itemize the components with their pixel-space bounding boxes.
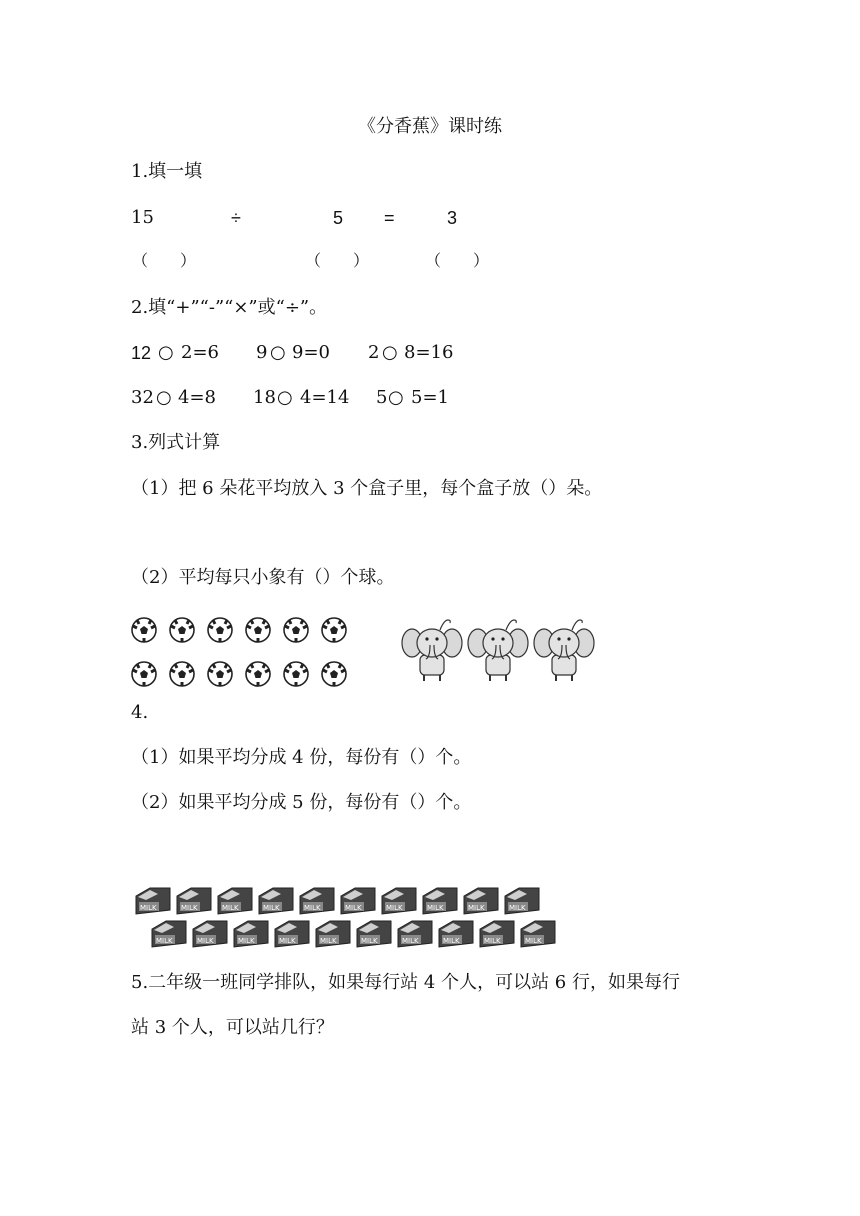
q1-num-15: 15 — [131, 207, 154, 228]
q2-heading: 2.填“+”“-”“×”或“÷”。 — [131, 297, 328, 318]
q5-line-1: 5.二年级一班同学排队，如果每行站 4 个人，可以站 6 行，如果每行 — [131, 972, 680, 993]
soccer-ball-icon — [170, 618, 194, 642]
milk-carton-icon — [521, 921, 555, 947]
circle-blank-icon[interactable]: ○ — [270, 342, 286, 363]
q2-r2-right-2: 4=14 — [300, 387, 350, 408]
milk-carton-icon — [152, 921, 186, 947]
q2-r1-left-3: 2 — [368, 342, 380, 363]
milk-carton-icon — [505, 888, 539, 914]
q2-r2-left-2: 18 — [253, 387, 276, 408]
elephant-icon — [468, 620, 528, 681]
q1-num-3: 3 — [447, 208, 458, 228]
milk-carton-icon — [316, 921, 350, 947]
q1-blank-3[interactable]: （ ） — [425, 251, 490, 270]
q5-line-2: 站 3 个人，可以站几行？ — [131, 1017, 334, 1038]
milk-label: MILK — [222, 904, 239, 912]
soccer-ball-icon — [246, 662, 270, 686]
q4-milk-cartons-figure — [130, 882, 570, 954]
circle-blank-icon[interactable]: ○ — [388, 387, 404, 408]
q2-r1-right-3: 8=16 — [404, 342, 454, 363]
milk-label: MILK — [386, 904, 403, 912]
milk-carton-icon — [193, 921, 227, 947]
q2-r2-right-1: 4=8 — [178, 387, 216, 408]
milk-carton-icon — [300, 888, 334, 914]
soccer-ball-icon — [170, 662, 194, 686]
q4-heading: 4. — [131, 702, 149, 723]
q2-r2-right-3: 5=1 — [411, 387, 449, 408]
milk-carton-icon — [423, 888, 457, 914]
milk-label: MILK — [304, 904, 321, 912]
q2-r1-right-2: 9=0 — [292, 342, 330, 363]
milk-label: MILK — [320, 937, 337, 945]
milk-carton-icon — [259, 888, 293, 914]
milk-label: MILK — [279, 937, 296, 945]
q1-blank-2[interactable]: （ ） — [305, 251, 370, 270]
q2-r1-right-1: 2=6 — [181, 342, 219, 363]
circle-blank-icon[interactable]: ○ — [158, 342, 174, 363]
circle-blank-icon[interactable]: ○ — [156, 387, 172, 408]
soccer-ball-icon — [284, 662, 308, 686]
q2-r1-left-2: 9 — [256, 342, 268, 363]
soccer-ball-icon — [132, 662, 156, 686]
soccer-ball-icon — [284, 618, 308, 642]
q3-heading: 3.列式计算 — [131, 432, 221, 453]
q1-divide-sign: ÷ — [231, 208, 241, 228]
soccer-ball-icon — [322, 662, 346, 686]
milk-label: MILK — [427, 904, 444, 912]
milk-label: MILK — [197, 937, 214, 945]
q3-part-2: （2）平均每只小象有（）个球。 — [131, 567, 395, 588]
circle-blank-icon[interactable]: ○ — [382, 342, 398, 363]
milk-carton-icon — [341, 888, 375, 914]
milk-label: MILK — [468, 904, 485, 912]
page-title: 《分香蕉》课时练 — [358, 116, 502, 137]
soccer-ball-icon — [132, 618, 156, 642]
q1-heading: 1.填一填 — [131, 161, 203, 182]
milk-carton-icon — [234, 921, 268, 947]
milk-carton-icon — [439, 921, 473, 947]
elephant-icon — [534, 620, 594, 681]
milk-carton-icon — [177, 888, 211, 914]
elephant-icon — [402, 620, 462, 681]
q3-part-1: （1）把 6 朵花平均放入 3 个盒子里，每个盒子放（）朵。 — [131, 478, 603, 499]
q4-part-1: （1）如果平均分成 4 份，每份有（）个。 — [131, 747, 472, 768]
milk-label: MILK — [156, 937, 173, 945]
milk-label: MILK — [443, 937, 460, 945]
q4-part-2: （2）如果平均分成 5 份，每份有（）个。 — [131, 792, 472, 813]
milk-carton-icon — [382, 888, 416, 914]
q1-equals-sign: = — [384, 208, 395, 228]
q2-r2-left-1: 32 — [131, 387, 154, 408]
milk-carton-icon — [275, 921, 309, 947]
milk-label: MILK — [484, 937, 501, 945]
milk-label: MILK — [140, 904, 157, 912]
soccer-ball-icon — [246, 618, 270, 642]
soccer-ball-icon — [322, 618, 346, 642]
q2-r1-left-1: 12 — [131, 343, 152, 363]
milk-carton-icon — [357, 921, 391, 947]
milk-carton-icon — [398, 921, 432, 947]
milk-carton-icon — [136, 888, 170, 914]
circle-blank-icon[interactable]: ○ — [277, 387, 293, 408]
q2-r2-left-3: 5 — [376, 387, 388, 408]
milk-label: MILK — [238, 937, 255, 945]
milk-carton-icon — [464, 888, 498, 914]
milk-label: MILK — [181, 904, 198, 912]
milk-label: MILK — [525, 937, 542, 945]
milk-carton-icon — [218, 888, 252, 914]
milk-label: MILK — [509, 904, 526, 912]
milk-label: MILK — [345, 904, 362, 912]
soccer-ball-icon — [208, 662, 232, 686]
milk-carton-icon — [480, 921, 514, 947]
milk-label: MILK — [402, 937, 419, 945]
milk-label: MILK — [263, 904, 280, 912]
soccer-ball-icon — [208, 618, 232, 642]
q3-balls-elephants-figure — [130, 605, 600, 695]
q1-blank-1[interactable]: （ ） — [132, 251, 197, 270]
q1-num-5: 5 — [333, 208, 344, 228]
milk-label: MILK — [361, 937, 378, 945]
